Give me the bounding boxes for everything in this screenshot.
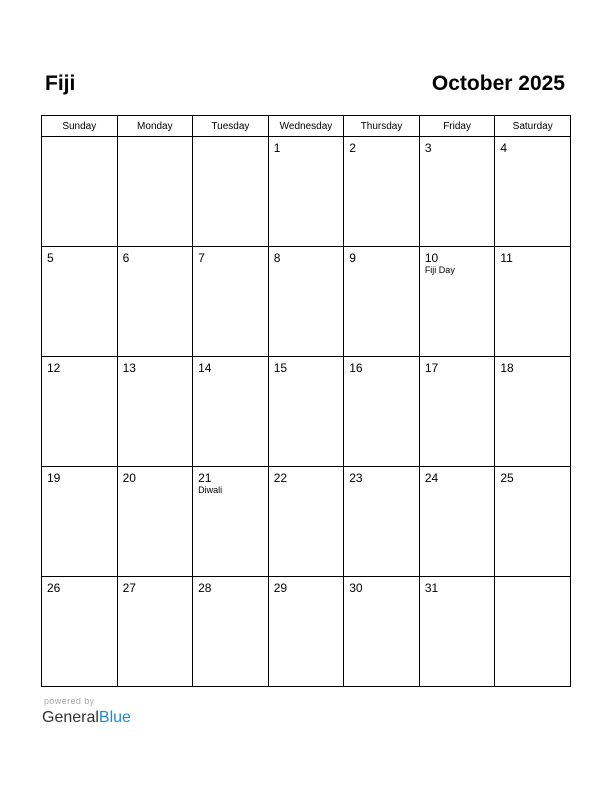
weekday-header: Sunday: [42, 116, 118, 137]
day-number: 18: [500, 361, 514, 375]
day-cell: [344, 577, 420, 687]
day-number: 20: [122, 471, 136, 485]
day-cell: [419, 467, 495, 577]
day-cell: [193, 577, 269, 687]
day-number: 6: [122, 251, 130, 265]
holiday-label: Diwali: [198, 485, 223, 495]
day-cell: [117, 577, 193, 687]
day-number: 10: [424, 251, 439, 265]
day-number: 28: [198, 581, 212, 595]
day-cell: [495, 577, 571, 687]
weekday-header: Thursday: [344, 116, 420, 137]
powered-by-label: powered by: [44, 696, 95, 706]
day-cell: [495, 247, 571, 357]
day-number: 14: [198, 361, 212, 375]
weekday-header: Saturday: [495, 116, 571, 137]
day-number: 13: [122, 361, 136, 375]
day-number: 25: [500, 471, 514, 485]
day-number: 8: [273, 251, 281, 265]
day-cell: [419, 577, 495, 687]
day-cell: [495, 467, 571, 577]
day-number: 24: [424, 471, 439, 485]
day-number: [42, 137, 117, 141]
day-number: 26: [47, 581, 61, 595]
week-row: [42, 357, 571, 467]
month-title: October 2025: [431, 72, 565, 95]
week-row: [42, 467, 571, 577]
day-cell: [42, 357, 118, 467]
day-number: 5: [47, 251, 54, 265]
week-row: [42, 137, 571, 247]
day-number: 15: [273, 361, 288, 375]
day-number: 21: [198, 471, 212, 485]
day-cell: [193, 137, 269, 247]
week-row: [42, 577, 571, 687]
day-number: 30: [349, 581, 363, 595]
day-number: 7: [198, 251, 205, 265]
weekday-header: Friday: [419, 116, 495, 137]
day-cell: [344, 247, 420, 357]
weekday-header: Tuesday: [193, 116, 269, 137]
day-cell: [193, 467, 269, 577]
day-number: 17: [424, 361, 439, 375]
day-number: 19: [47, 471, 61, 485]
day-cell: [42, 577, 118, 687]
day-number: 4: [500, 141, 508, 155]
day-cell: [268, 357, 344, 467]
logo-blue-text: Blue: [98, 709, 131, 726]
day-cell: [42, 247, 118, 357]
day-number: 3: [424, 141, 432, 155]
day-number: [193, 137, 268, 141]
weekday-header: Wednesday: [268, 116, 344, 137]
day-number: [495, 577, 570, 581]
day-cell: [344, 357, 420, 467]
day-cell: [193, 357, 269, 467]
day-cell: [344, 467, 420, 577]
day-number: 11: [500, 251, 513, 265]
generalblue-logo: [42, 708, 131, 728]
day-number: 2: [349, 141, 356, 155]
day-number: 31: [424, 581, 439, 595]
day-cell: [495, 357, 571, 467]
day-cell: [117, 467, 193, 577]
day-cell: [419, 137, 495, 247]
day-number: 12: [47, 361, 61, 375]
country-title: Fiji: [45, 72, 76, 95]
brand-footer: [42, 696, 131, 728]
day-number: 29: [273, 581, 288, 595]
day-cell: [344, 137, 420, 247]
day-number: 27: [122, 581, 136, 595]
day-cell: [419, 247, 495, 357]
day-cell: [268, 137, 344, 247]
day-cell: [42, 467, 118, 577]
logo-general-text: General: [42, 709, 99, 726]
day-number: 23: [349, 471, 363, 485]
day-cell: [268, 247, 344, 357]
holiday-label: Fiji Day: [424, 265, 455, 275]
day-cell: [42, 137, 118, 247]
day-cell: [117, 247, 193, 357]
day-number: [118, 137, 193, 141]
day-number: 1: [273, 141, 281, 155]
day-number: 9: [349, 251, 356, 265]
weekday-header: Monday: [117, 116, 193, 137]
day-cell: [268, 577, 344, 687]
day-cell: [268, 467, 344, 577]
calendar-grid: [41, 115, 571, 687]
weekday-header-row: [42, 116, 571, 137]
day-number: 16: [349, 361, 363, 375]
day-cell: [495, 137, 571, 247]
day-cell: [117, 357, 193, 467]
day-cell: [117, 137, 193, 247]
day-number: 22: [273, 471, 288, 485]
week-row: [42, 247, 571, 357]
day-cell: [193, 247, 269, 357]
day-cell: [419, 357, 495, 467]
